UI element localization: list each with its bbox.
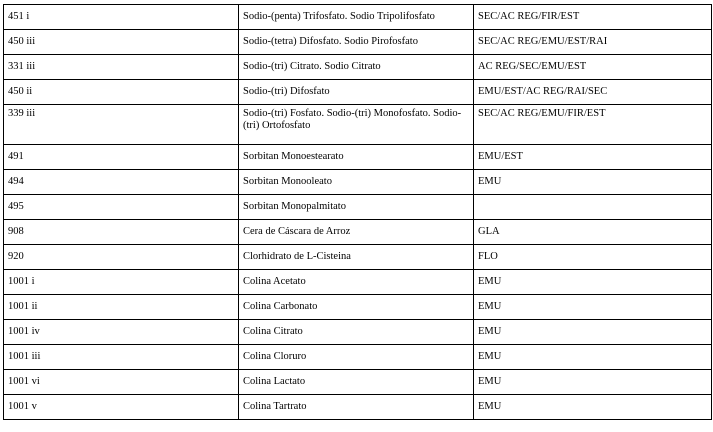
ins-code-cell: 494 [4,170,239,195]
function-cell: EMU [474,170,712,195]
ins-code-cell: 1001 v [4,395,239,420]
table-row [4,105,712,145]
ins-code-cell: 450 ii [4,80,239,105]
table-row [4,345,712,370]
table-row [4,320,712,345]
ins-code-cell: 495 [4,195,239,220]
additive-name-cell: Sorbitan Monooleato [239,170,474,195]
ins-code-cell: 491 [4,145,239,170]
ins-code-cell: 908 [4,220,239,245]
table-row [4,30,712,55]
table-row [4,270,712,295]
table-row [4,55,712,80]
ins-code-cell: 1001 iv [4,320,239,345]
function-cell: EMU [474,395,712,420]
function-cell: EMU/EST/AC REG/RAI/SEC [474,80,712,105]
additives-table-body [4,5,712,420]
table-row [4,5,712,30]
function-cell: SEC/AC REG/FIR/EST [474,5,712,30]
additive-name-cell: Clorhidrato de L-Cisteina [239,245,474,270]
additive-name-cell: Colina Acetato [239,270,474,295]
function-cell: AC REG/SEC/EMU/EST [474,55,712,80]
ins-code-cell: 1001 ii [4,295,239,320]
additive-name-cell: Colina Cloruro [239,345,474,370]
additive-name-cell: Cera de Cáscara de Arroz [239,220,474,245]
ins-code-cell: 1001 vi [4,370,239,395]
additive-name-cell: Sodio-(tri) Difosfato [239,80,474,105]
additive-name-cell: Sorbitan Monoestearato [239,145,474,170]
additive-name-cell: Sodio-(penta) Trifosfato. Sodio Tripolifosfato [239,5,474,30]
table-row [4,170,712,195]
additive-name-cell: Colina Lactato [239,370,474,395]
function-cell [474,195,712,220]
table-row [4,395,712,420]
additive-name-cell: Colina Carbonato [239,295,474,320]
ins-code-cell: 1001 i [4,270,239,295]
function-cell: SEC/AC REG/EMU/EST/RAI [474,30,712,55]
ins-code-cell: 920 [4,245,239,270]
function-cell: EMU [474,270,712,295]
table-row [4,80,712,105]
ins-code-cell: 339 iii [4,105,239,145]
ins-code-cell: 1001 iii [4,345,239,370]
table-row [4,370,712,395]
function-cell: EMU [474,345,712,370]
ins-code-cell: 331 iii [4,55,239,80]
additive-name-cell: Sodio-(tri) Fosfato. Sodio-(tri) Monofosfato. Sodio-(tri) Ortofosfato [239,105,474,145]
additive-name-cell: Sorbitan Monopalmitato [239,195,474,220]
function-cell: FLO [474,245,712,270]
ins-code-cell: 450 iii [4,30,239,55]
table-row [4,245,712,270]
function-cell: EMU [474,295,712,320]
function-cell: EMU/EST [474,145,712,170]
function-cell: GLA [474,220,712,245]
table-row [4,220,712,245]
additives-table [3,4,712,420]
additive-name-cell: Sodio-(tri) Citrato. Sodio Citrato [239,55,474,80]
table-row [4,295,712,320]
function-cell: EMU [474,320,712,345]
table-row [4,145,712,170]
additive-name-cell: Sodio-(tetra) Difosfato. Sodio Pirofosfato [239,30,474,55]
table-row [4,195,712,220]
function-cell: SEC/AC REG/EMU/FIR/EST [474,105,712,145]
function-cell: EMU [474,370,712,395]
ins-code-cell: 451 i [4,5,239,30]
additive-name-cell: Colina Citrato [239,320,474,345]
additive-name-cell: Colina Tartrato [239,395,474,420]
